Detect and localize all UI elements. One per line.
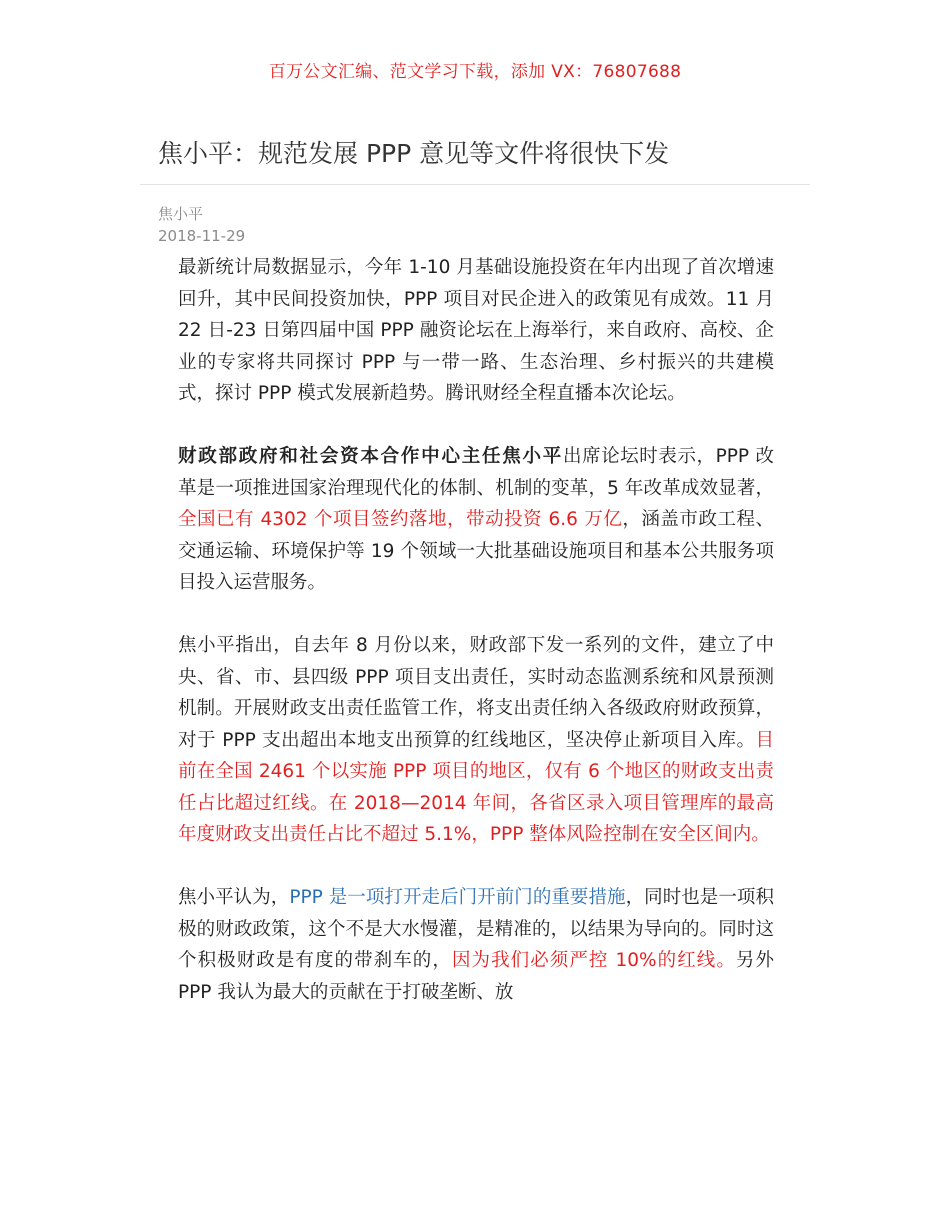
text-segment: 出席论坛时表示，PPP 改革是一项推进国家治理现代化的体制、机制的变革，5 年改革成效显著， <box>178 446 774 499</box>
text-segment: ，涵盖市政工程、交通运输、环境保护等 19 个领域一大批基础设施项目和基本公共服务项目投入运营服务。 <box>178 509 774 593</box>
paragraph <box>178 252 774 410</box>
paragraph <box>178 441 774 599</box>
text-segment: 最新统计局数据显示，今年 1-10 月基础设施投资在年内出现了首次增速回升，其中民间投资加快，PPP 项目对民企进入的政策见有成效。11 月 22 日-23 日第四届中国 PPP 融资论坛在上海举行，来自政府、高校、企业的专家将共同探讨 PPP 与一带一路、生态治理、乡村振兴的共建模式，探讨 PPP 模式发展新趋势。腾讯财经全程直播本次论坛。 <box>178 257 774 404</box>
text-segment: 焦小平认为， <box>178 887 290 908</box>
paragraph <box>178 630 774 851</box>
article-meta <box>158 203 245 247</box>
text-segment: ，同时也是一项积极的财政政策，这个不是大水慢灌，是精准的，以结果为导向的。同时这个积极财政是有度的带刹车的， <box>178 887 774 971</box>
article-title: 焦小平：规范发展 PPP 意见等文件将很快下发 <box>158 139 670 168</box>
paragraph <box>178 882 774 1008</box>
text-segment: 另外 PPP 我认为最大的贡献在于打破垄断、放 <box>178 950 774 1003</box>
author-name: 焦小平 <box>158 205 204 223</box>
highlight-blue: PPP 是一项打开走后门开前门的重要措施 <box>289 887 626 908</box>
highlight-red: 因为我们必须严控 10%的红线。 <box>451 950 736 971</box>
highlight-red: 全国已有 4302 个项目签约落地，带动投资 6.6 万亿 <box>178 509 623 530</box>
highlight-red: 目前在全国 2461 个以实施 PPP 项目的地区，仅有 6 个地区的财政支出责任占比超过红线。在 2018—2014 年间，各省区录入项目管理库的最高年度财政支出责任占比不超过 5.1%，PPP 整体风险控制在安全区间内。 <box>178 729 774 845</box>
title-divider <box>140 184 810 185</box>
highlight-bold: 财政部政府和社会资本合作中心主任焦小平 <box>178 446 564 467</box>
download-banner: 百万公文汇编、范文学习下载，添加 VX：76807688 <box>268 62 682 82</box>
publish-date: 2018-11-29 <box>158 227 246 245</box>
text-segment: 焦小平指出，自去年 8 月份以来，财政部下发一系列的文件，建立了中央、省、市、县四级 PPP 项目支出责任，实时动态监测系统和风景预测机制。开展财政支出责任监管工作，将支出责任纳入各级政府财政预算，对于 PPP 支出超出本地支出预算的红线地区，坚决停止新项目入库。 <box>178 635 774 751</box>
article-body <box>178 252 774 1040</box>
